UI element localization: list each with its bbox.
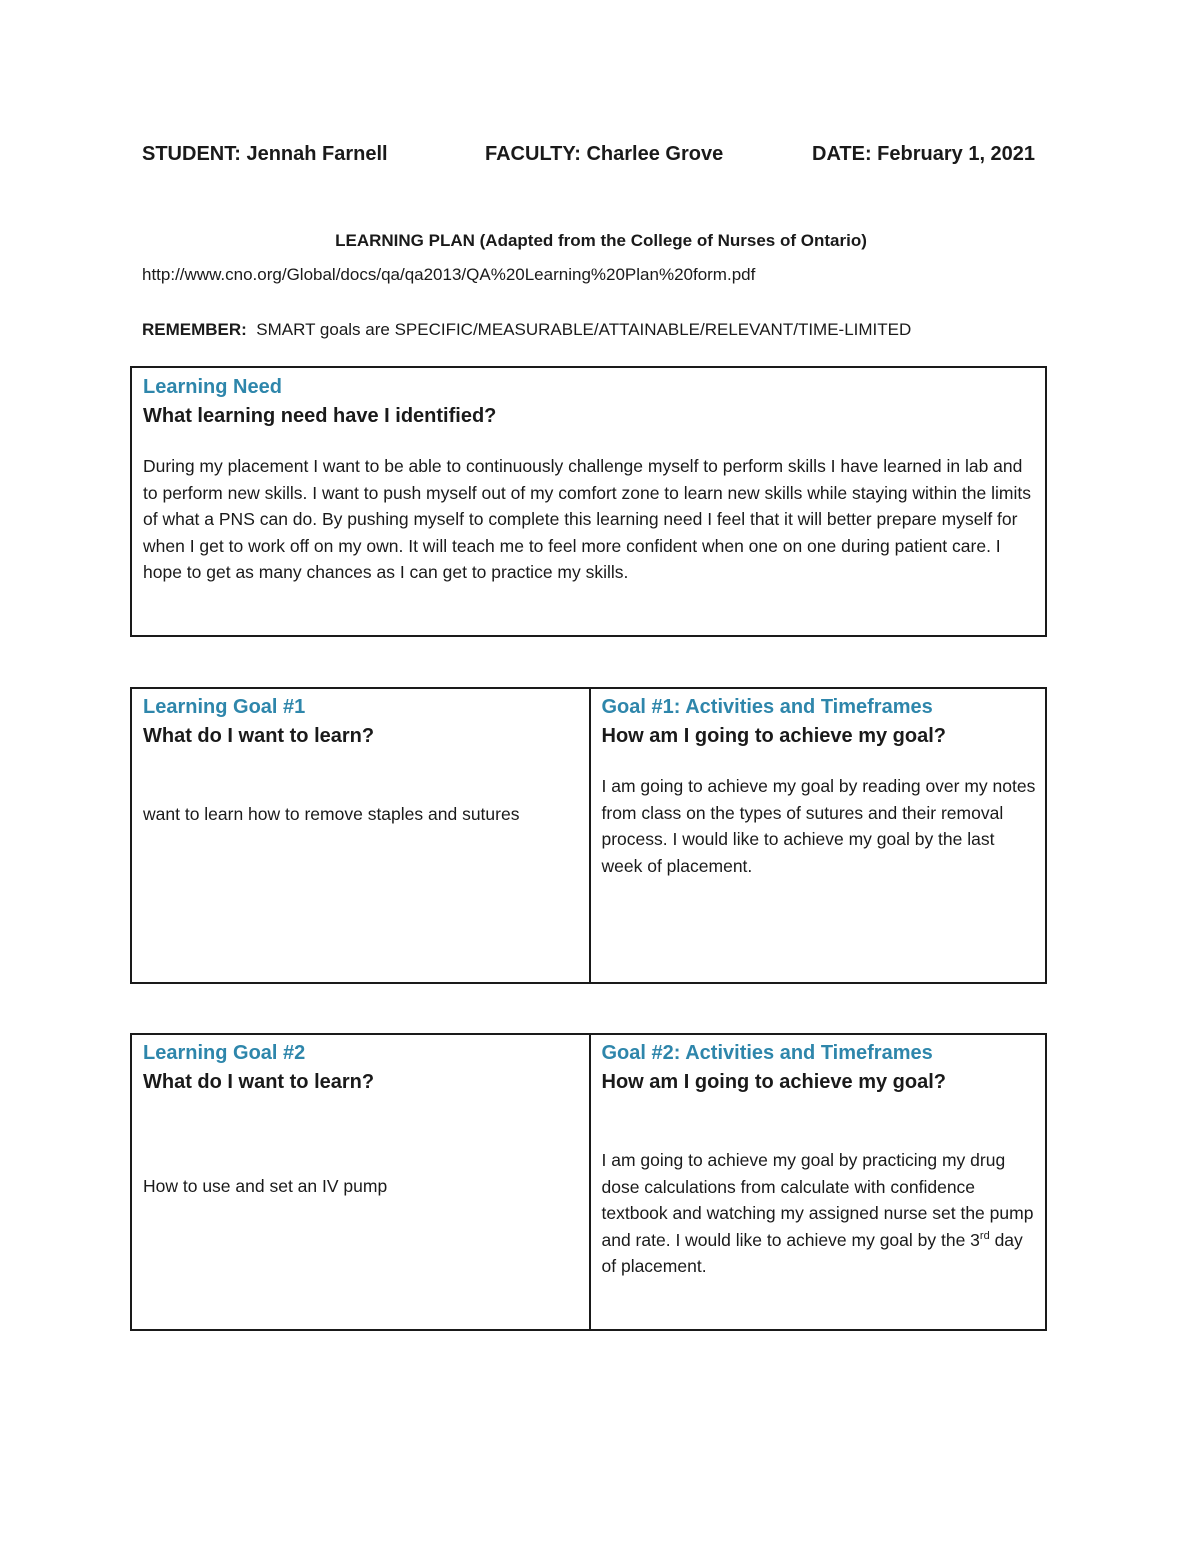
goal-1-activities-heading: Goal #1: Activities and Timeframes bbox=[601, 696, 933, 718]
goal-1-activities-question: How am I going to achieve my goal? bbox=[601, 725, 947, 747]
goal-2-question: What do I want to learn? bbox=[143, 1071, 375, 1093]
goal-2-text: How to use and set an IV pump bbox=[143, 1176, 388, 1196]
learning-goal-1-table bbox=[130, 687, 1047, 984]
faculty-label: FACULTY: Charlee Grove bbox=[485, 143, 724, 165]
goal-2-activities-text-b: day of placement. bbox=[601, 1229, 1023, 1276]
goal-2-learn-cell bbox=[132, 1035, 589, 1329]
learning-goal-2-table bbox=[130, 1033, 1047, 1331]
goal-1-activities-text: I am going to achieve my goal by reading over my notes from class on the types of sutures and their removal process. I would like to achieve my goal by the last week of placement. bbox=[601, 776, 1036, 876]
remember-note bbox=[142, 320, 911, 340]
student-label: STUDENT: Jennah Farnell bbox=[142, 143, 388, 165]
goal-2-ordinal-suffix: rd bbox=[979, 1229, 990, 1242]
goal-2-activities-cell bbox=[589, 1035, 1046, 1329]
remember-label: REMEMBER: bbox=[142, 320, 247, 339]
goal-2-heading: Learning Goal #2 bbox=[143, 1042, 306, 1064]
learning-need-box bbox=[130, 366, 1047, 637]
learning-need-heading: Learning Need bbox=[143, 376, 282, 398]
remember-text: SMART goals are SPECIFIC/MEASURABLE/ATTAINABLE/RELEVANT/TIME-LIMITED bbox=[256, 320, 912, 339]
learning-need-text: During my placement I want to be able to continuously challenge myself to perform skills I have learned in lab and to perform new skills. I want to push myself out of my comfort zone to learn new skills while staying within the limits of what a PNS can do. By pushing myself to complete this learning need I feel that it will better prepare myself for when I get to work off on my own. It will teach me to feel more confident when one on one during patient care. I hope to get as many chances as I can get to practice my skills. bbox=[143, 456, 1031, 582]
goal-1-text: want to learn how to remove staples and sutures bbox=[143, 804, 520, 824]
learning-need-question: What learning need have I identified? bbox=[143, 405, 497, 427]
goal-1-activities-cell bbox=[589, 689, 1046, 982]
page-title: LEARNING PLAN (Adapted from the College of Nurses of Ontario) bbox=[335, 231, 867, 250]
goal-1-learn-cell bbox=[132, 689, 589, 982]
goal-1-heading: Learning Goal #1 bbox=[143, 696, 306, 718]
date-label: DATE: February 1, 2021 bbox=[812, 143, 1036, 165]
source-url: http://www.cno.org/Global/docs/qa/qa2013/QA%20Learning%20Plan%20form.pdf bbox=[142, 265, 756, 284]
goal-2-activities-text-a: I am going to achieve my goal by practicing my drug dose calculations from calculate with confidence textbook and watching my assigned nurse set the pump and rate. I would like to achieve my goal by the 3 bbox=[601, 1150, 1034, 1250]
goal-2-activities-heading: Goal #2: Activities and Timeframes bbox=[601, 1042, 933, 1064]
goal-2-activities-question: How am I going to achieve my goal? bbox=[601, 1071, 947, 1093]
goal-2-activities-text bbox=[602, 1147, 1038, 1280]
goal-1-question: What do I want to learn? bbox=[143, 725, 375, 747]
